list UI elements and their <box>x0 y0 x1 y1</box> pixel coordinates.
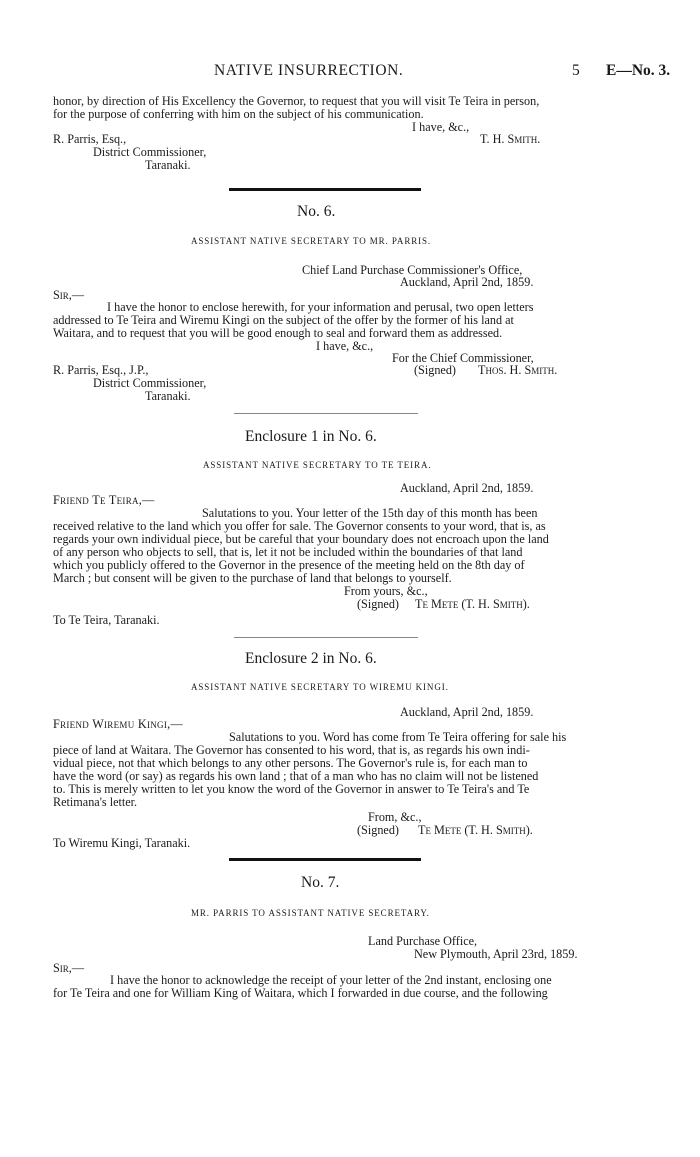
section-subtitle: MR. PARRIS TO ASSISTANT NATIVE SECRETARY. <box>191 908 430 918</box>
enclosure-divider <box>234 413 418 414</box>
letter-date: Auckland, April 2nd, 1859. <box>400 705 534 719</box>
page-number: 5 <box>572 62 580 79</box>
letter-line: addressed to Te Teira and Wiremu Kingi on the subject of the offer by the former of his land at <box>53 313 514 327</box>
letter-line: of any person who objects to sell, that is, let it not be included within the boundaries of that land <box>53 545 523 559</box>
signature: Thos. H. Smith. <box>478 363 558 377</box>
letter-line: received relative to the land which you offer for sale. The Governor consents to your word, that is, as <box>53 519 546 533</box>
salutation: Friend Te Teira,— <box>53 493 155 507</box>
sender-office: Chief Land Purchase Commissioner's Office, <box>302 263 523 277</box>
letter-line: to. This is merely written to let you know the word of the Governor in answer to Te Teira's and Te <box>53 782 530 796</box>
sender-office: Land Purchase Office, <box>368 934 478 948</box>
salutation: Friend Wiremu Kingi,— <box>53 717 183 731</box>
addressee-title: District Commissioner, <box>93 376 207 390</box>
recipient-line: To Wiremu Kingi, Taranaki. <box>53 836 191 850</box>
letter-line: Waitara, and to request that you will be good enough to seal and forward them as addressed. <box>53 326 503 340</box>
letter-line: piece of land at Waitara. The Governor has consented to his word, that is, as regards his own indi- <box>53 743 530 757</box>
continuation-line-2: for the purpose of conferring with him on the subject of his communication. <box>53 107 424 121</box>
signed-marker: (Signed) <box>357 597 399 611</box>
letter-date: Auckland, April 2nd, 1859. <box>400 275 534 289</box>
closing-phrase: From, &c., <box>368 810 422 824</box>
section-divider <box>229 858 421 861</box>
closing-phrase: I have, &c., <box>412 120 470 134</box>
signature: T. H. Smith. <box>480 132 541 146</box>
running-header-title: NATIVE INSURRECTION. <box>214 62 404 79</box>
addressee-place: Taranaki. <box>145 158 191 172</box>
signed-marker: (Signed) <box>414 363 456 377</box>
letter-line: for Te Teira and one for William King of Waitara, which I forwarded in due course, and the following <box>53 986 548 1000</box>
letter-line: I have the honor to acknowledge the receipt of your letter of the 2nd instant, enclosing one <box>110 973 552 987</box>
addressee-title: District Commissioner, <box>93 145 207 159</box>
salutation: Sir,— <box>53 288 85 302</box>
enclosure-divider <box>234 637 418 638</box>
letter-line: regards your own individual piece, but be careful that your boundary does not encroach upon the land <box>53 532 549 546</box>
signature: Te Mete (T. H. Smith). <box>415 597 530 611</box>
continuation-line-1: honor, by direction of His Excellency the Governor, to request that you will visit Te Teira in person, <box>53 94 540 108</box>
signed-marker: (Signed) <box>357 823 399 837</box>
letter-line: Retimana's letter. <box>53 795 138 809</box>
enclosure-heading: Enclosure 2 in No. 6. <box>245 650 377 667</box>
section-heading: No. 7. <box>301 874 340 891</box>
letter-line: which you publicly offered to the Governor in the presence of the meeting held on the 8th day of <box>53 558 525 572</box>
recipient-line: To Te Teira, Taranaki. <box>53 613 160 627</box>
letter-line: Salutations to you. Your letter of the 15th day of this month has been <box>202 506 538 520</box>
section-heading: No. 6. <box>297 203 336 220</box>
addressee-name: R. Parris, Esq., J.P., <box>53 363 149 377</box>
closing-phrase: I have, &c., <box>316 339 374 353</box>
signing-capacity: For the Chief Commissioner, <box>392 351 534 365</box>
letter-line: March ; but consent will be given to the purchase of land that belongs to yourself. <box>53 571 452 585</box>
signature: Te Mete (T. H. Smith). <box>418 823 533 837</box>
addressee-place: Taranaki. <box>145 389 191 403</box>
letter-line: vidual piece, not that which belongs to any other persons. The Governor's rule is, for each man to <box>53 756 528 770</box>
section-subtitle: ASSISTANT NATIVE SECRETARY TO MR. PARRIS. <box>191 236 432 246</box>
enclosure-heading: Enclosure 1 in No. 6. <box>245 428 377 445</box>
letter-line: have the word (or say) as regards his own land ; that of a man who has no claim will not be listened <box>53 769 539 783</box>
enclosure-subtitle: ASSISTANT NATIVE SECRETARY TO TE TEIRA. <box>203 460 432 470</box>
addressee-name: R. Parris, Esq., <box>53 132 127 146</box>
letter-date: New Plymouth, April 23rd, 1859. <box>414 947 578 961</box>
closing-phrase: From yours, &c., <box>344 584 428 598</box>
letter-line: Salutations to you. Word has come from Te Teira offering for sale his <box>229 730 567 744</box>
section-divider <box>229 188 421 191</box>
document-reference: E—No. 3. <box>606 62 671 79</box>
letter-date: Auckland, April 2nd, 1859. <box>400 481 534 495</box>
salutation: Sir,— <box>53 961 85 975</box>
enclosure-subtitle: ASSISTANT NATIVE SECRETARY TO WIREMU KINGI. <box>191 682 449 692</box>
letter-line: I have the honor to enclose herewith, for your information and perusal, two open letters <box>107 300 534 314</box>
